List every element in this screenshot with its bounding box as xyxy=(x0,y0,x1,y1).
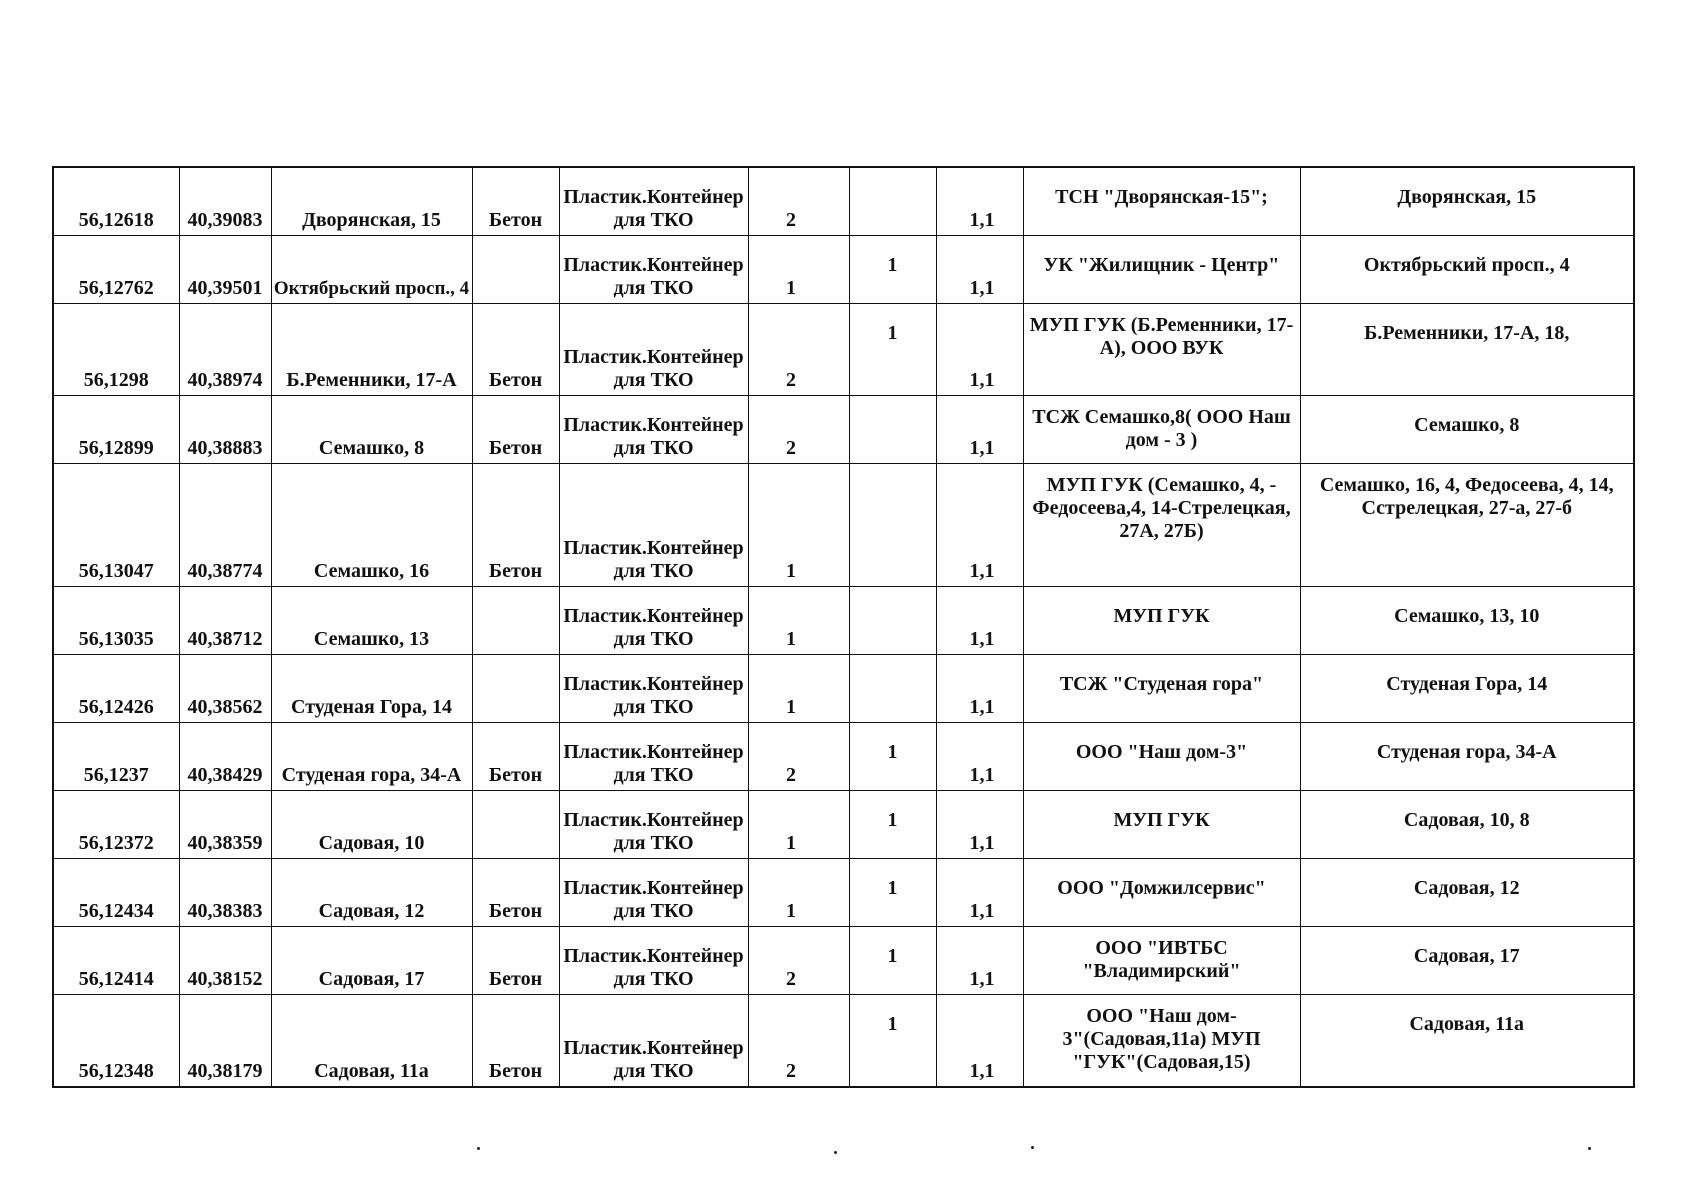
cell-extra-count xyxy=(849,395,936,463)
scan-speck xyxy=(1031,1146,1034,1149)
cell-container-count: 1 xyxy=(748,790,849,858)
cell-site-address: Студеная Гора, 14 xyxy=(271,654,472,722)
scan-speck xyxy=(477,1147,480,1150)
cell-container-count: 2 xyxy=(748,303,849,395)
cell-longitude: 40,38774 xyxy=(179,463,271,586)
cell-site-address: Октябрьский просп., 4 xyxy=(271,235,472,303)
cell-container-count: 2 xyxy=(748,926,849,994)
cell-surface-type xyxy=(472,654,559,722)
table-row xyxy=(53,858,1634,926)
cell-longitude: 40,38974 xyxy=(179,303,271,395)
cell-site-address: Садовая, 12 xyxy=(271,858,472,926)
cell-served-addresses: Семашко, 13, 10 xyxy=(1300,586,1634,654)
scan-speck xyxy=(1588,1147,1591,1150)
cell-owner: МУП ГУК (Б.Ременники, 17- А), ООО ВУК xyxy=(1023,303,1300,395)
cell-longitude: 40,38883 xyxy=(179,395,271,463)
cell-container-count: 1 xyxy=(748,463,849,586)
cell-surface-type: Бетон xyxy=(472,463,559,586)
cell-container-type: Пластик.Контейнер для ТКО xyxy=(559,926,748,994)
cell-latitude: 56,13047 xyxy=(53,463,179,586)
table-row xyxy=(53,395,1634,463)
cell-container-volume: 1,1 xyxy=(936,167,1023,235)
cell-container-type: Пластик.Контейнер для ТКО xyxy=(559,722,748,790)
cell-longitude: 40,38179 xyxy=(179,994,271,1087)
cell-container-volume: 1,1 xyxy=(936,303,1023,395)
cell-extra-count: 1 xyxy=(849,858,936,926)
cell-extra-count xyxy=(849,586,936,654)
cell-surface-type xyxy=(472,235,559,303)
cell-longitude: 40,38359 xyxy=(179,790,271,858)
table-body xyxy=(53,167,1634,1087)
cell-container-count: 1 xyxy=(748,654,849,722)
cell-latitude: 56,13035 xyxy=(53,586,179,654)
cell-owner: ТСН "Дворянская-15"; xyxy=(1023,167,1300,235)
cell-surface-type: Бетон xyxy=(472,722,559,790)
cell-container-count: 2 xyxy=(748,722,849,790)
cell-extra-count: 1 xyxy=(849,235,936,303)
cell-container-volume: 1,1 xyxy=(936,994,1023,1087)
cell-owner: УК "Жилищник - Центр" xyxy=(1023,235,1300,303)
scan-speck xyxy=(834,1151,837,1154)
cell-owner: ООО "Домжилсервис" xyxy=(1023,858,1300,926)
cell-container-volume: 1,1 xyxy=(936,586,1023,654)
cell-site-address: Б.Ременники, 17-А xyxy=(271,303,472,395)
cell-container-count: 2 xyxy=(748,994,849,1087)
cell-longitude: 40,38152 xyxy=(179,926,271,994)
cell-site-address: Садовая, 11а xyxy=(271,994,472,1087)
cell-container-volume: 1,1 xyxy=(936,654,1023,722)
cell-container-volume: 1,1 xyxy=(936,858,1023,926)
cell-owner: ООО "Наш дом-3" xyxy=(1023,722,1300,790)
cell-extra-count: 1 xyxy=(849,722,936,790)
cell-extra-count xyxy=(849,463,936,586)
cell-site-address: Студеная гора, 34-А xyxy=(271,722,472,790)
table-row xyxy=(53,994,1634,1087)
waste-sites-table xyxy=(52,166,1635,1088)
cell-surface-type: Бетон xyxy=(472,858,559,926)
cell-container-type: Пластик.Контейнер для ТКО xyxy=(559,463,748,586)
cell-extra-count xyxy=(849,654,936,722)
cell-surface-type xyxy=(472,790,559,858)
cell-latitude: 56,12762 xyxy=(53,235,179,303)
cell-container-type: Пластик.Контейнер для ТКО xyxy=(559,790,748,858)
cell-owner: ООО "ИВТБС "Владимирский" xyxy=(1023,926,1300,994)
cell-container-type: Пластик.Контейнер для ТКО xyxy=(559,395,748,463)
cell-latitude: 56,12618 xyxy=(53,167,179,235)
cell-container-count: 1 xyxy=(748,858,849,926)
cell-container-type: Пластик.Контейнер для ТКО xyxy=(559,235,748,303)
cell-surface-type: Бетон xyxy=(472,994,559,1087)
cell-latitude: 56,12414 xyxy=(53,926,179,994)
table-row xyxy=(53,303,1634,395)
cell-container-volume: 1,1 xyxy=(936,235,1023,303)
cell-latitude: 56,12348 xyxy=(53,994,179,1087)
cell-site-address: Семашко, 16 xyxy=(271,463,472,586)
cell-longitude: 40,38429 xyxy=(179,722,271,790)
cell-site-address: Садовая, 17 xyxy=(271,926,472,994)
table-row xyxy=(53,654,1634,722)
cell-container-type: Пластик.Контейнер для ТКО xyxy=(559,586,748,654)
cell-longitude: 40,38712 xyxy=(179,586,271,654)
table-row xyxy=(53,235,1634,303)
cell-extra-count xyxy=(849,167,936,235)
cell-latitude: 56,12372 xyxy=(53,790,179,858)
cell-surface-type: Бетон xyxy=(472,926,559,994)
cell-container-type: Пластик.Контейнер для ТКО xyxy=(559,994,748,1087)
cell-served-addresses: Садовая, 12 xyxy=(1300,858,1634,926)
cell-container-type: Пластик.Контейнер для ТКО xyxy=(559,167,748,235)
cell-surface-type: Бетон xyxy=(472,167,559,235)
cell-served-addresses: Студеная гора, 34-А xyxy=(1300,722,1634,790)
cell-served-addresses: Октябрьский просп., 4 xyxy=(1300,235,1634,303)
cell-latitude: 56,1298 xyxy=(53,303,179,395)
cell-latitude: 56,12434 xyxy=(53,858,179,926)
cell-container-volume: 1,1 xyxy=(936,790,1023,858)
cell-longitude: 40,38383 xyxy=(179,858,271,926)
cell-container-type: Пластик.Контейнер для ТКО xyxy=(559,858,748,926)
cell-longitude: 40,38562 xyxy=(179,654,271,722)
table-row xyxy=(53,926,1634,994)
cell-container-volume: 1,1 xyxy=(936,395,1023,463)
cell-longitude: 40,39083 xyxy=(179,167,271,235)
cell-served-addresses: Семашко, 8 xyxy=(1300,395,1634,463)
cell-served-addresses: Садовая, 11а xyxy=(1300,994,1634,1087)
cell-served-addresses: Садовая, 10, 8 xyxy=(1300,790,1634,858)
cell-served-addresses: Б.Ременники, 17-А, 18, xyxy=(1300,303,1634,395)
cell-extra-count: 1 xyxy=(849,303,936,395)
cell-site-address: Семашко, 13 xyxy=(271,586,472,654)
table-row xyxy=(53,167,1634,235)
table-row xyxy=(53,722,1634,790)
table-row xyxy=(53,586,1634,654)
cell-surface-type: Бетон xyxy=(472,395,559,463)
cell-surface-type: Бетон xyxy=(472,303,559,395)
cell-container-count: 2 xyxy=(748,167,849,235)
cell-container-count: 1 xyxy=(748,586,849,654)
cell-served-addresses: Садовая, 17 xyxy=(1300,926,1634,994)
cell-surface-type xyxy=(472,586,559,654)
cell-latitude: 56,1237 xyxy=(53,722,179,790)
cell-container-type: Пластик.Контейнер для ТКО xyxy=(559,654,748,722)
cell-container-count: 1 xyxy=(748,235,849,303)
cell-owner: ТСЖ Семашко,8( ООО Наш дом - 3 ) xyxy=(1023,395,1300,463)
cell-longitude: 40,39501 xyxy=(179,235,271,303)
cell-site-address: Садовая, 10 xyxy=(271,790,472,858)
cell-owner: ТСЖ "Студеная гора" xyxy=(1023,654,1300,722)
cell-container-volume: 1,1 xyxy=(936,463,1023,586)
table-row xyxy=(53,790,1634,858)
table-row xyxy=(53,463,1634,586)
cell-site-address: Дворянская, 15 xyxy=(271,167,472,235)
cell-served-addresses: Студеная Гора, 14 xyxy=(1300,654,1634,722)
cell-owner: МУП ГУК (Семашко, 4, - Федосеева,4, 14-Стрелецкая, 27А, 27Б) xyxy=(1023,463,1300,586)
cell-container-count: 2 xyxy=(748,395,849,463)
cell-served-addresses: Семашко, 16, 4, Федосеева, 4, 14, Сстрелецкая, 27-а, 27-б xyxy=(1300,463,1634,586)
cell-container-type: Пластик.Контейнер для ТКО xyxy=(559,303,748,395)
cell-extra-count: 1 xyxy=(849,994,936,1087)
cell-owner: МУП ГУК xyxy=(1023,790,1300,858)
cell-container-volume: 1,1 xyxy=(936,926,1023,994)
cell-latitude: 56,12426 xyxy=(53,654,179,722)
cell-owner: МУП ГУК xyxy=(1023,586,1300,654)
cell-served-addresses: Дворянская, 15 xyxy=(1300,167,1634,235)
cell-owner: ООО "Наш дом- 3"(Садовая,11а) МУП "ГУК"(Садовая,15) xyxy=(1023,994,1300,1087)
cell-site-address: Семашко, 8 xyxy=(271,395,472,463)
cell-container-volume: 1,1 xyxy=(936,722,1023,790)
cell-extra-count: 1 xyxy=(849,790,936,858)
cell-extra-count: 1 xyxy=(849,926,936,994)
cell-latitude: 56,12899 xyxy=(53,395,179,463)
